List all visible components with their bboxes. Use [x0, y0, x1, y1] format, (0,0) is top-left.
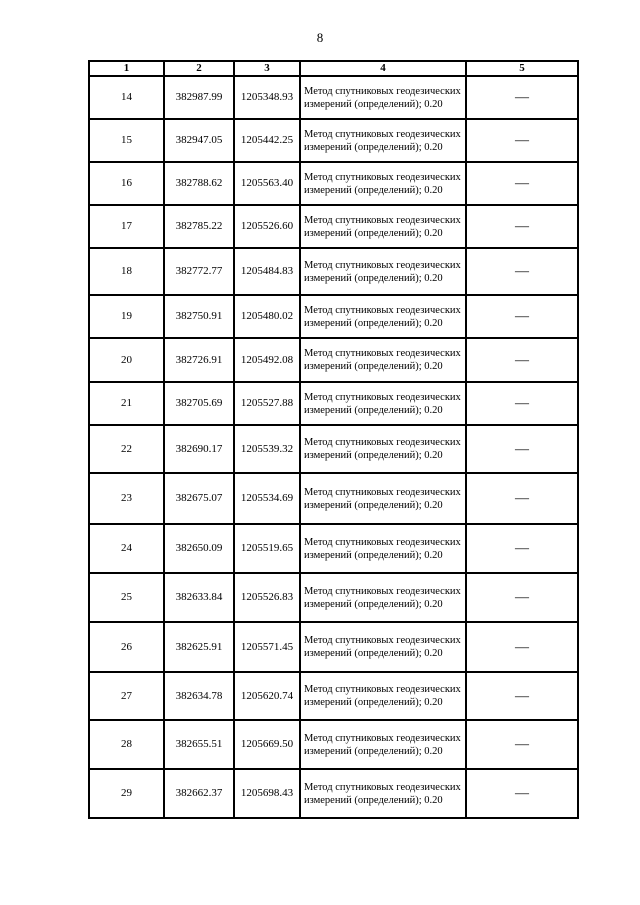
table-row: [89, 205, 578, 248]
y-coordinate-cell: 1205539.32: [234, 425, 300, 473]
table-row: [89, 295, 578, 338]
point-number-cell: 18: [89, 248, 164, 295]
description-cell: —: [466, 76, 578, 119]
table-row: [89, 162, 578, 205]
x-coordinate-cell: 382947.05: [164, 119, 234, 162]
table-row: [89, 672, 578, 720]
method-cell: Метод спутниковых геодезических измерений (определений); 0.20: [300, 720, 466, 769]
y-coordinate-cell: 1205348.93: [234, 76, 300, 119]
y-coordinate-cell: 1205669.50: [234, 720, 300, 769]
table-row: [89, 119, 578, 162]
method-cell: Метод спутниковых геодезических измерений (определений); 0.20: [300, 338, 466, 382]
point-number-cell: 16: [89, 162, 164, 205]
description-cell: —: [466, 205, 578, 248]
description-cell: —: [466, 672, 578, 720]
y-coordinate-cell: 1205571.45: [234, 622, 300, 672]
x-coordinate-cell: 382785.22: [164, 205, 234, 248]
header-col-2: 2: [164, 61, 234, 76]
table-row: [89, 524, 578, 573]
method-cell: Метод спутниковых геодезических измерений (определений); 0.20: [300, 769, 466, 818]
y-coordinate-cell: 1205527.88: [234, 382, 300, 425]
x-coordinate-cell: 382650.09: [164, 524, 234, 573]
x-coordinate-cell: 382633.84: [164, 573, 234, 622]
method-cell: Метод спутниковых геодезических измерений (определений); 0.20: [300, 119, 466, 162]
table-row: [89, 382, 578, 425]
table-row: [89, 248, 578, 295]
method-cell: Метод спутниковых геодезических измерений (определений); 0.20: [300, 622, 466, 672]
x-coordinate-cell: 382705.69: [164, 382, 234, 425]
y-coordinate-cell: 1205620.74: [234, 672, 300, 720]
y-coordinate-cell: 1205484.83: [234, 248, 300, 295]
method-cell: Метод спутниковых геодезических измерений (определений); 0.20: [300, 295, 466, 338]
point-number-cell: 17: [89, 205, 164, 248]
y-coordinate-cell: 1205442.25: [234, 119, 300, 162]
description-cell: —: [466, 119, 578, 162]
description-cell: —: [466, 720, 578, 769]
x-coordinate-cell: 382726.91: [164, 338, 234, 382]
table-row: [89, 473, 578, 524]
x-coordinate-cell: 382634.78: [164, 672, 234, 720]
description-cell: —: [466, 573, 578, 622]
x-coordinate-cell: 382987.99: [164, 76, 234, 119]
x-coordinate-cell: 382750.91: [164, 295, 234, 338]
description-cell: —: [466, 769, 578, 818]
y-coordinate-cell: 1205519.65: [234, 524, 300, 573]
method-cell: Метод спутниковых геодезических измерений (определений); 0.20: [300, 382, 466, 425]
y-coordinate-cell: 1205480.02: [234, 295, 300, 338]
description-cell: —: [466, 382, 578, 425]
description-cell: —: [466, 295, 578, 338]
x-coordinate-cell: 382788.62: [164, 162, 234, 205]
table-row: [89, 573, 578, 622]
x-coordinate-cell: 382690.17: [164, 425, 234, 473]
method-cell: Метод спутниковых геодезических измерений (определений); 0.20: [300, 248, 466, 295]
header-col-3: 3: [234, 61, 300, 76]
table-row: [89, 338, 578, 382]
description-cell: —: [466, 524, 578, 573]
table-row: [89, 425, 578, 473]
point-number-cell: 29: [89, 769, 164, 818]
y-coordinate-cell: 1205526.83: [234, 573, 300, 622]
description-cell: —: [466, 425, 578, 473]
point-number-cell: 15: [89, 119, 164, 162]
header-row: [89, 61, 578, 76]
x-coordinate-cell: 382772.77: [164, 248, 234, 295]
x-coordinate-cell: 382625.91: [164, 622, 234, 672]
description-cell: —: [466, 248, 578, 295]
description-cell: —: [466, 162, 578, 205]
header-col-4: 4: [300, 61, 466, 76]
header-col-1: 1: [89, 61, 164, 76]
description-cell: —: [466, 473, 578, 524]
table-row: [89, 76, 578, 119]
point-number-cell: 19: [89, 295, 164, 338]
method-cell: Метод спутниковых геодезических измерений (определений); 0.20: [300, 205, 466, 248]
table-row: [89, 769, 578, 818]
point-number-cell: 24: [89, 524, 164, 573]
method-cell: Метод спутниковых геодезических измерений (определений); 0.20: [300, 473, 466, 524]
point-number-cell: 23: [89, 473, 164, 524]
method-cell: Метод спутниковых геодезических измерений (определений); 0.20: [300, 425, 466, 473]
y-coordinate-cell: 1205563.40: [234, 162, 300, 205]
y-coordinate-cell: 1205492.08: [234, 338, 300, 382]
method-cell: Метод спутниковых геодезических измерений (определений); 0.20: [300, 76, 466, 119]
point-number-cell: 27: [89, 672, 164, 720]
method-cell: Метод спутниковых геодезических измерений (определений); 0.20: [300, 524, 466, 573]
y-coordinate-cell: 1205526.60: [234, 205, 300, 248]
y-coordinate-cell: 1205534.69: [234, 473, 300, 524]
point-number-cell: 21: [89, 382, 164, 425]
method-cell: Метод спутниковых геодезических измерений (определений); 0.20: [300, 672, 466, 720]
point-number-cell: 25: [89, 573, 164, 622]
x-coordinate-cell: 382655.51: [164, 720, 234, 769]
page-number: 8: [316, 30, 324, 45]
x-coordinate-cell: 382675.07: [164, 473, 234, 524]
description-cell: —: [466, 622, 578, 672]
point-number-cell: 14: [89, 76, 164, 119]
description-cell: —: [466, 338, 578, 382]
y-coordinate-cell: 1205698.43: [234, 769, 300, 818]
method-cell: Метод спутниковых геодезических измерений (определений); 0.20: [300, 573, 466, 622]
point-number-cell: 28: [89, 720, 164, 769]
point-number-cell: 20: [89, 338, 164, 382]
coordinates-table: [88, 60, 579, 819]
x-coordinate-cell: 382662.37: [164, 769, 234, 818]
table-row: [89, 720, 578, 769]
header-col-5: 5: [466, 61, 578, 76]
table-row: [89, 622, 578, 672]
point-number-cell: 22: [89, 425, 164, 473]
method-cell: Метод спутниковых геодезических измерений (определений); 0.20: [300, 162, 466, 205]
point-number-cell: 26: [89, 622, 164, 672]
